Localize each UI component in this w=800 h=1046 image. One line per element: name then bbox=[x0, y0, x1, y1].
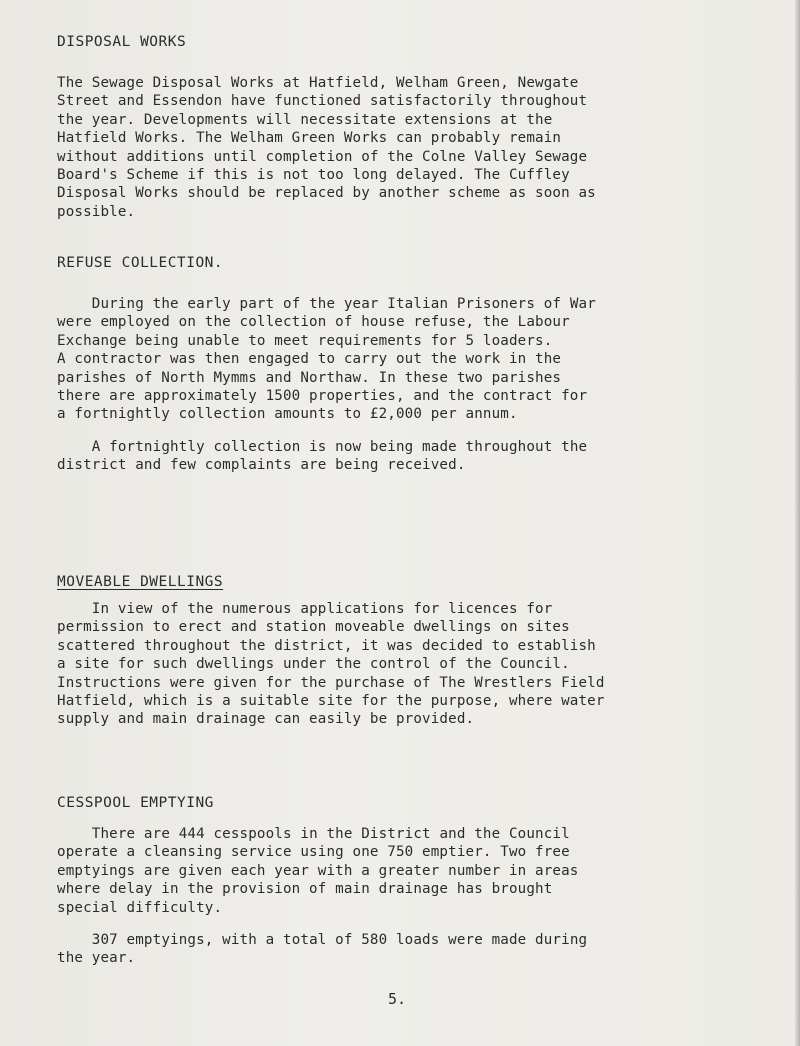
section-heading: DISPOSAL WORKS bbox=[57, 34, 187, 50]
section-refuse-collection bbox=[57, 255, 782, 475]
section-heading: CESSPOOL EMPTYING bbox=[57, 795, 214, 811]
section-heading: MOVEABLE DWELLINGS bbox=[57, 574, 224, 590]
section-disposal-works bbox=[57, 34, 782, 221]
section-moveable-dwellings bbox=[57, 574, 782, 729]
section-heading: REFUSE COLLECTION. bbox=[57, 255, 224, 271]
section-paragraph: A fortnightly collection is now being made throughout the district and few complaints are being received. bbox=[57, 438, 588, 474]
section-paragraph: 307 emptyings, with a total of 580 loads were made during the year. bbox=[57, 932, 588, 967]
page-edge-shadow bbox=[794, 0, 800, 1046]
section-paragraph: In view of the numerous applications for licences for permission to erect and station moveable dwellings on sites scattered throughout the district, it was decided to establish a site for such dwellings under the control of the Council. Instructions were given for the purchase of The Wrestlers Field Hatfield, which is a suitable site for the purpose, where water supply and main drainage can easily be provided. bbox=[57, 601, 605, 728]
page-number: 5. bbox=[388, 990, 407, 1008]
section-paragraph: The Sewage Disposal Works at Hatfield, Welham Green, Newgate Street and Essendon have functioned satisfactorily throughout the year. Developments will necessitate extensions at the Hatfield Works. The Welham Green Works can probably remain without additions until completion of the Colne Valley Sewage Board's Scheme if this is not too long delayed. The Cuffley Disposal Works should be replaced by another scheme as soon as possible. bbox=[57, 75, 596, 220]
section-cesspool-emptying bbox=[57, 795, 782, 968]
section-paragraph: There are 444 cesspools in the District and the Council operate a cleansing service using one 750 emptier. Two free emptyings are given each year with a greater number in areas where delay in the provision of main drainage has brought special difficulty. bbox=[57, 826, 579, 916]
section-paragraph: During the early part of the year Italian Prisoners of War were employed on the collection of house refuse, the Labour Exchange being unable to meet requirements for 5 loaders. A contractor was then engaged to carry out the work in the parishes of North Mymms and Northaw. In these two parishes there are approximately 1500 properties, and the contract for a fortnightly collection amounts to £2,000 per annum. bbox=[57, 296, 596, 423]
